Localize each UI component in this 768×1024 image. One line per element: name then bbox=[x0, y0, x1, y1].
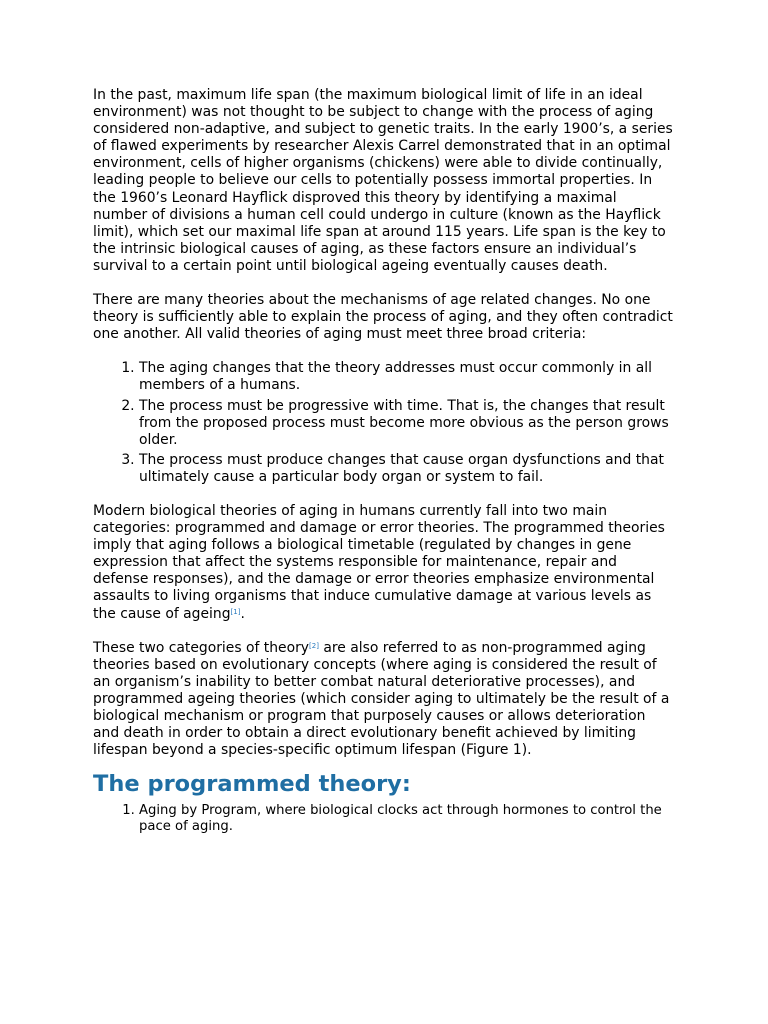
paragraph-modern-theories bbox=[93, 503, 673, 623]
criteria-item-2: 2. The process must be progressive with time. That is, the changes that result from the proposed process must become more obvious as the person grows older. bbox=[139, 398, 673, 449]
paragraph-spacer bbox=[93, 489, 673, 503]
paragraph-spacer bbox=[93, 623, 673, 640]
paragraph-two-categories-start: These two categories of theory bbox=[93, 639, 310, 656]
reference-link-2[interactable]: [2] bbox=[309, 641, 319, 650]
criteria-list bbox=[93, 360, 673, 486]
section-heading-programmed-theory: The programmed theory: bbox=[93, 771, 411, 798]
paragraph-two-categories bbox=[93, 640, 673, 760]
programmed-theory-list bbox=[93, 803, 673, 835]
paragraph-max-life-span: In the past, maximum life span (the maximum biological limit of life in an ideal environment) was not thought to be subject to change with the process of aging considered non-adaptive, and subject to genetic traits. In the early 1900’s, a series of flawed experiments by researcher Alexis Carrel demonstrated that in an optimal environment, cells of higher organisms (chickens) were able to divide continually, leading people to believe our cells to potentially possess immortal properties. In the 1960’s Leonard Hayflick disproved this theory by identifying a maximal number of divisions a human cell could undergo in culture (known as the Hayflick limit), which set our maximal life span at around 115 years. Life span is the key to the intrinsic biological causes of aging, as these factors ensure an individual’s survival to a certain point until biological ageing eventually causes death. bbox=[93, 87, 673, 274]
paragraph-modern-theories-text: Modern biological theories of aging in humans currently fall into two main categories: programmed and damage or error theories. The programmed theories imply that aging follows a biological timetable (regulated by changes in gene expression that affect the systems responsible for maintenance, repair and defense responses), and the damage or error theories emphasize environmental assaults to living organisms that induce cumulative damage at various levels as the cause of ageing bbox=[93, 502, 665, 622]
reference-link-1[interactable]: [1] bbox=[230, 607, 241, 616]
paragraph-two-categories-rest: are also referred to as non-programmed aging theories based on evolutionary concepts (where aging is considered the result of an organism’s inability to better combat natural deteriorative processes), and programmed ageing theories (which consider aging to ultimately be the result of a biological mechanism or program that purposely causes or allows deterioration and death in order to obtain a direct evolutionary benefit achieved by limiting lifespan beyond a species-specific optimum lifespan (Figure 1). bbox=[93, 639, 670, 759]
document-page bbox=[93, 87, 673, 835]
programmed-theory-item-1: 1. Aging by Program, where biological clocks act through hormones to control the pace of aging. bbox=[139, 803, 673, 835]
paragraph-spacer bbox=[93, 343, 673, 360]
paragraph-spacer bbox=[93, 275, 673, 292]
criteria-item-1: 1. The aging changes that the theory addresses must occur commonly in all members of a humans. bbox=[139, 360, 673, 394]
paragraph-end-period: . bbox=[240, 605, 245, 622]
criteria-item-3: 3. The process must produce changes that cause organ dysfunctions and that ultimately cause a particular body organ or system to fail. bbox=[139, 452, 673, 486]
paragraph-theories-intro: There are many theories about the mechanisms of age related changes. No one theory is sufficiently able to explain the process of aging, and they often contradict one another. All valid theories of aging must meet three broad criteria: bbox=[93, 292, 673, 343]
